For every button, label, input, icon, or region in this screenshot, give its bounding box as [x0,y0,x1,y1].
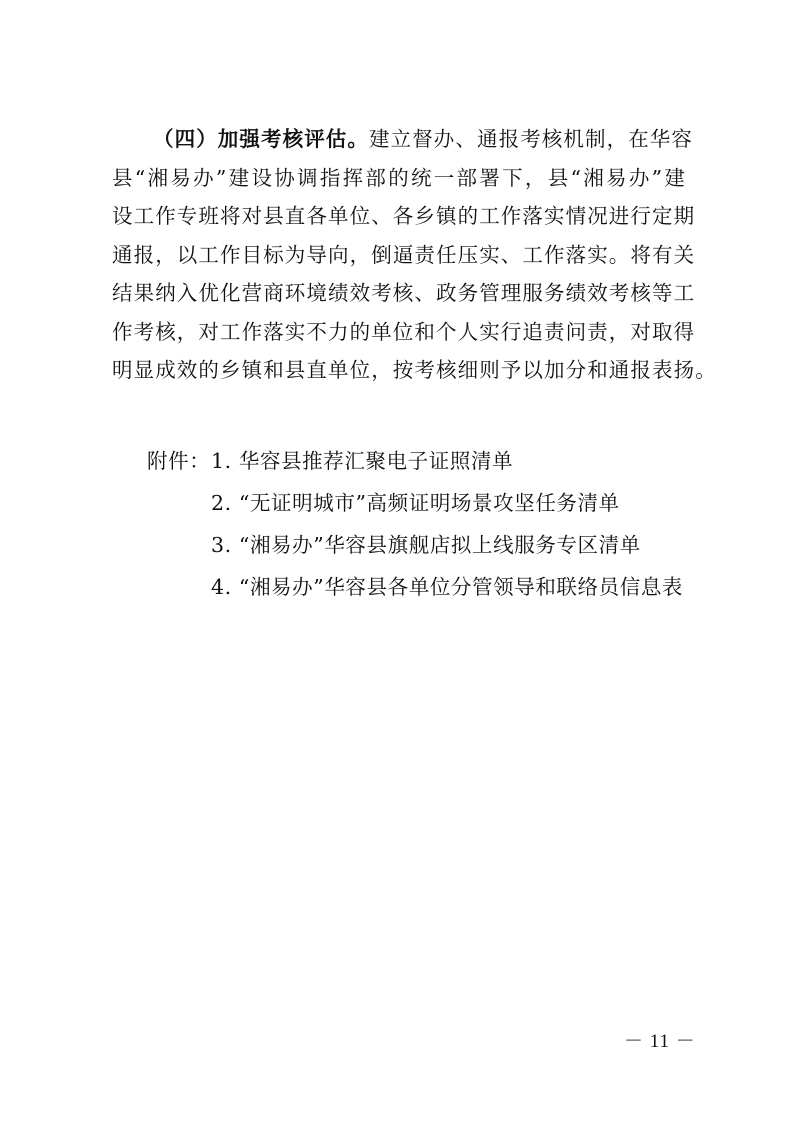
attachments-list [147,440,683,608]
attachment-item-text: 1. 华容县推荐汇聚电子证照清单 [211,449,514,473]
attachments-label: 附件： [147,449,211,473]
assessment-section [112,120,717,390]
paragraph-line-5: 结果纳入优化营商环境绩效考核、政务管理服务绩效考核等工 [112,281,696,305]
attachment-item-text: 2. “无证明城市”高频证明场景攻坚任务清单 [211,491,620,515]
attachment-item [147,566,683,608]
attachment-item [147,524,683,566]
page-number: － 11 － [624,1031,696,1052]
section-heading: （四）加强考核评估。 [153,127,369,151]
attachment-item-text: 4. “湘易办”华容县各单位分管领导和联络员信息表 [211,575,684,599]
paragraph-line-4: 通报，以工作目标为导向，倒逼责任压实、工作落实。将有关 [112,242,696,267]
attachment-item-text: 3. “湘易办”华容县旗舰店拟上线服务专区清单 [211,533,641,557]
paragraph-line-1 [112,120,693,159]
paragraph-line-2: 县“湘易办”建设协调指挥部的统一部署下，县“湘易办”建 [112,165,686,190]
paragraph-line-6: 作考核，对工作落实不力的单位和个人实行追责问责，对取得 [112,319,696,344]
paragraph-line-3: 设工作专班将对县直各单位、各乡镇的工作落实情况进行定期 [112,204,696,228]
paragraph-line-7: 明显成效的乡镇和县直单位，按考核细则予以加分和通报表扬。 [112,358,717,382]
paragraph-line-1-text: 建立督办、通报考核机制，在华容 [369,127,693,151]
attachment-item [147,482,683,524]
attachment-item [147,440,683,482]
